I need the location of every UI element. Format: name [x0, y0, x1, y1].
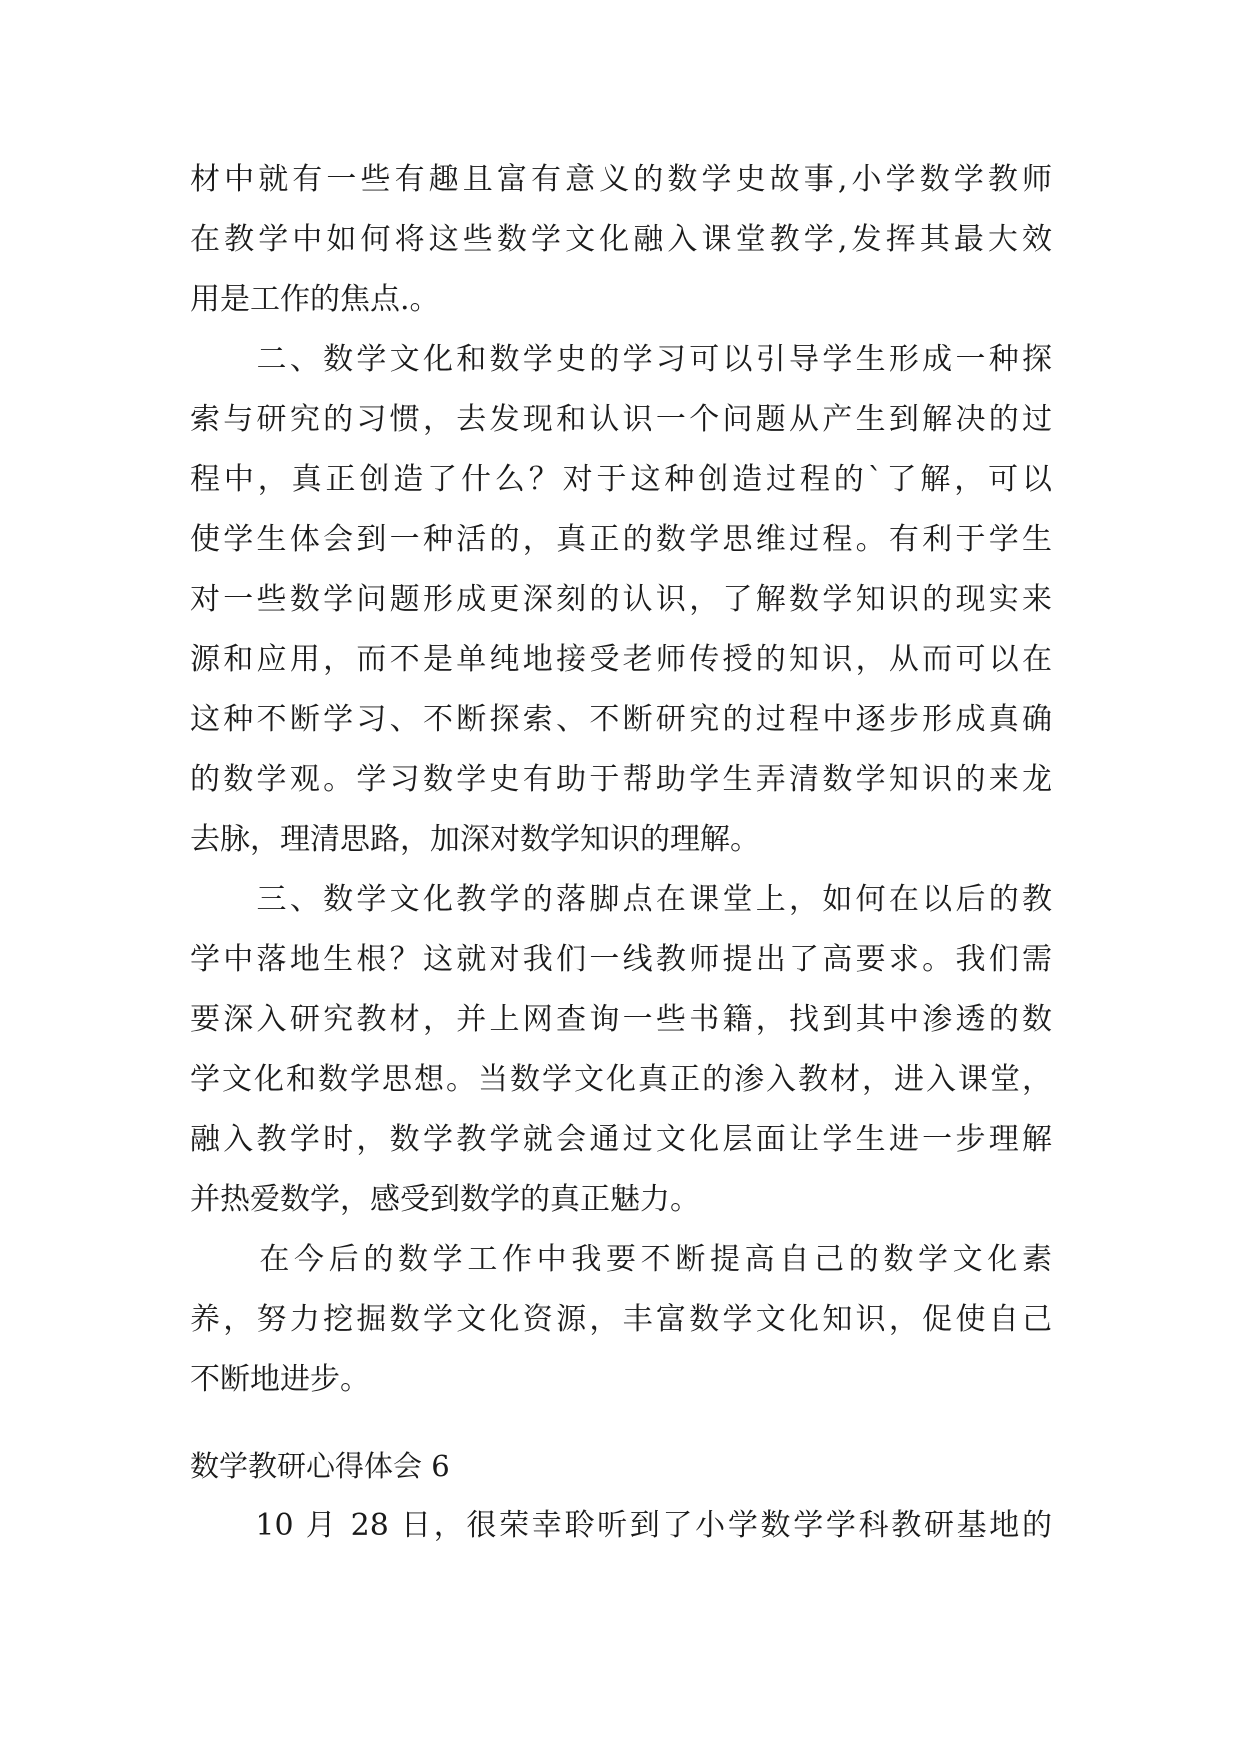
text-line: 养，努力挖掘数学文化资源，丰富数学文化知识，促使自己	[190, 1302, 1052, 1337]
text-line: 索与研究的习惯，去发现和认识一个问题从产生到解决的过	[190, 402, 1052, 437]
text-line: 这种不断学习、不断探索、不断研究的过程中逐步形成真确	[190, 702, 1052, 737]
text-line: 去脉，理清思路，加深对数学知识的理解。	[190, 822, 760, 857]
text-line: 对一些数学问题形成更深刻的认识，了解数学知识的现实来	[190, 582, 1052, 617]
text-line: 要深入研究教材，并上网查询一些书籍，找到其中渗透的数	[190, 1002, 1052, 1037]
body-text	[190, 1496, 1052, 1556]
text-line: 用是工作的焦点.。	[190, 282, 440, 317]
text-line: 源和应用，而不是单纯地接受老师传授的知识，从而可以在	[190, 642, 1052, 677]
body-text	[190, 150, 1052, 1410]
text-line: 学文化和数学思想。当数学文化真正的渗入教材，进入课堂，	[190, 1062, 1052, 1097]
text-line: 不断地进步。	[190, 1362, 370, 1397]
text-line: 材中就有一些有趣且富有意义的数学史故事,小学数学教师	[190, 162, 1052, 197]
text-line: 程中，真正创造了什么？对于这种创造过程的`了解，可以	[190, 462, 1052, 497]
section-heading: 数学教研心得体会 6	[190, 1449, 450, 1483]
text-line: 在教学中如何将这些数学文化融入课堂教学,发挥其最大效	[190, 222, 1052, 257]
text-line: 融入教学时，数学教学就会通过文化层面让学生进一步理解	[190, 1122, 1052, 1157]
text-line: 在今后的数学工作中我要不断提高自己的数学文化素	[190, 1242, 1052, 1277]
text-line: 三、数学文化教学的落脚点在课堂上，如何在以后的教	[190, 882, 1052, 917]
text-line: 使学生体会到一种活的，真正的数学思维过程。有利于学生	[190, 522, 1052, 557]
text-line: 学中落地生根？这就对我们一线教师提出了高要求。我们需	[190, 942, 1052, 977]
text-line: 二、数学文化和数学史的学习可以引导学生形成一种探	[190, 342, 1052, 377]
text-line: 的数学观。学习数学史有助于帮助学生弄清数学知识的来龙	[190, 762, 1052, 797]
text-line: 并热爱数学，感受到数学的真正魅力。	[190, 1182, 700, 1217]
text-line: 10 月 28 日，很荣幸聆听到了小学数学学科教研基地的	[190, 1508, 1052, 1543]
